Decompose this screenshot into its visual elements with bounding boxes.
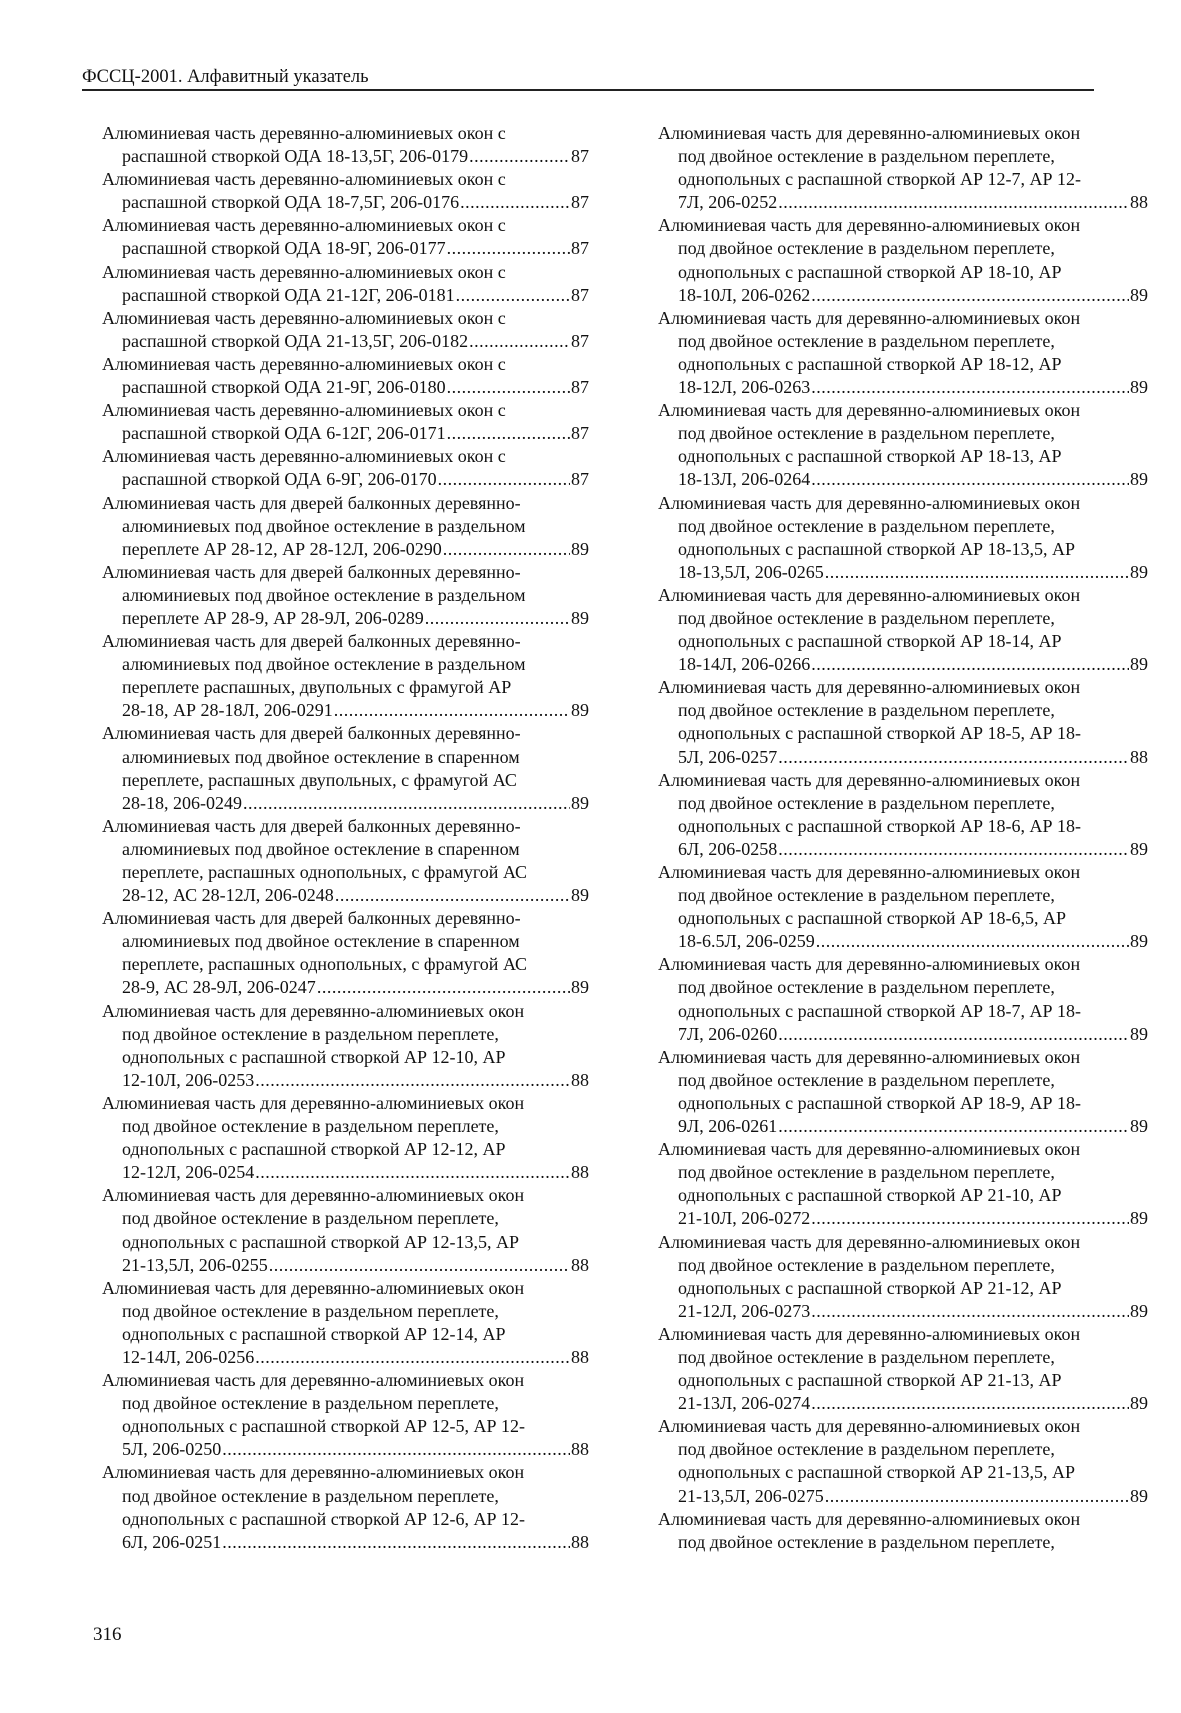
leader-dots bbox=[469, 145, 570, 168]
entry-line: однопольных с распашной створкой АР 18-13, АР bbox=[678, 446, 1062, 467]
entry-line: под двойное остекление в раздельном переплете, bbox=[678, 515, 1055, 536]
entry-line: однопольных с распашной створкой АР 21-12, АР bbox=[678, 1277, 1062, 1298]
leader-dots bbox=[447, 422, 570, 445]
header-title: ФССЦ-2001. Алфавитный указатель bbox=[82, 67, 369, 87]
index-entry bbox=[658, 1138, 1148, 1230]
entry-line: Алюминиевая часть деревянно-алюминиевых окон с bbox=[102, 261, 506, 282]
entry-page-number: 89 bbox=[1130, 1393, 1148, 1414]
entry-last-line bbox=[102, 468, 589, 491]
entry-line: под двойное остекление в раздельном переплете, bbox=[122, 1023, 499, 1044]
leader-dots bbox=[447, 376, 570, 399]
leader-dots bbox=[778, 191, 1129, 214]
leader-dots bbox=[778, 746, 1129, 769]
entry-line: Алюминиевая часть для деревянно-алюминиевых окон bbox=[102, 1462, 525, 1483]
leader-dots bbox=[243, 792, 570, 815]
entry-last-line bbox=[102, 1438, 589, 1461]
index-entry bbox=[658, 1323, 1148, 1415]
entry-line: распашной створкой ОДА 6-9Г, 206-0170 bbox=[122, 469, 437, 490]
leader-dots bbox=[811, 1207, 1129, 1230]
entry-line: однопольных с распашной створкой АР 21-13, АР bbox=[678, 1370, 1062, 1391]
entry-last-line bbox=[102, 1161, 589, 1184]
entry-last-line bbox=[658, 1207, 1148, 1230]
entry-last-line bbox=[102, 976, 589, 999]
leader-dots bbox=[778, 1115, 1129, 1138]
entry-last-line bbox=[658, 930, 1148, 953]
entry-page-number: 89 bbox=[1130, 1116, 1148, 1137]
entry-line: Алюминиевая часть для дверей балконных деревянно- bbox=[102, 815, 521, 836]
index-entry bbox=[658, 1415, 1148, 1507]
entry-line: Алюминиевая часть для деревянно-алюминиевых окон bbox=[658, 1139, 1081, 1160]
index-entry bbox=[102, 1277, 589, 1369]
entry-line: под двойное остекление в раздельном переплете, bbox=[678, 700, 1055, 721]
entry-last-line bbox=[658, 653, 1148, 676]
entry-line: Алюминиевая часть для деревянно-алюминиевых окон bbox=[658, 954, 1081, 975]
entry-line: Алюминиевая часть для деревянно-алюминиевых окон bbox=[102, 1277, 525, 1298]
entry-line: Алюминиевая часть деревянно-алюминиевых окон с bbox=[102, 400, 506, 421]
entry-line: однопольных с распашной створкой АР 18-10, АР bbox=[678, 261, 1062, 282]
entry-line: под двойное остекление в раздельном переплете, bbox=[678, 607, 1055, 628]
entry-line: однопольных с распашной створкой АР 12-10, АР bbox=[122, 1046, 506, 1067]
entry-line: Алюминиевая часть для деревянно-алюминиевых окон bbox=[658, 1231, 1081, 1252]
entry-line: Алюминиевая часть для дверей балконных деревянно- bbox=[102, 723, 521, 744]
entry-line: под двойное остекление в раздельном переплете, bbox=[678, 423, 1055, 444]
index-entry bbox=[102, 261, 589, 307]
entry-line: под двойное остекление в раздельном переплете, bbox=[678, 1531, 1055, 1552]
entry-line: Алюминиевая часть для деревянно-алюминиевых окон bbox=[102, 1092, 525, 1113]
entry-line: 5Л, 206-0250 bbox=[122, 1439, 222, 1460]
index-entry bbox=[102, 445, 589, 491]
index-entry bbox=[102, 815, 589, 907]
entry-line: однопольных с распашной створкой АР 18-12, АР bbox=[678, 353, 1062, 374]
entry-page-number: 89 bbox=[1130, 1300, 1148, 1321]
entry-line: под двойное остекление в раздельном переплете, bbox=[678, 1439, 1055, 1460]
index-entry bbox=[102, 214, 589, 260]
entry-line: однопольных с распашной створкой АР 18-14, АР bbox=[678, 631, 1062, 652]
entry-page-number: 89 bbox=[1130, 377, 1148, 398]
entry-line: Алюминиевая часть деревянно-алюминиевых окон с bbox=[102, 123, 506, 143]
entry-line: алюминиевых под двойное остекление в раздельном bbox=[122, 654, 526, 675]
entry-last-line bbox=[658, 561, 1148, 584]
entry-line: 6Л, 206-0251 bbox=[122, 1531, 222, 1552]
entry-line: Алюминиевая часть деревянно-алюминиевых окон с bbox=[102, 353, 506, 374]
index-entry bbox=[102, 1369, 589, 1461]
index-entry bbox=[658, 399, 1148, 491]
index-entry bbox=[658, 307, 1148, 399]
entry-page-number: 89 bbox=[1130, 838, 1148, 859]
entry-page-number: 89 bbox=[1130, 1208, 1148, 1229]
index-entry bbox=[102, 907, 589, 999]
entry-last-line bbox=[102, 284, 589, 307]
index-entry bbox=[658, 1508, 1148, 1554]
index-entry bbox=[102, 353, 589, 399]
index-entry bbox=[658, 1231, 1148, 1323]
leader-dots bbox=[334, 699, 570, 722]
entry-page-number: 89 bbox=[571, 538, 589, 559]
entry-line: 12-12Л, 206-0254 bbox=[122, 1162, 255, 1183]
entry-last-line bbox=[102, 330, 589, 353]
entry-line: 7Л, 206-0252 bbox=[678, 192, 778, 213]
entry-line: Алюминиевая часть для деревянно-алюминиевых окон bbox=[658, 492, 1081, 513]
leader-dots bbox=[456, 284, 570, 307]
entry-page-number: 88 bbox=[571, 1162, 589, 1183]
entry-line: Алюминиевая часть для деревянно-алюминиевых окон bbox=[658, 123, 1081, 143]
entry-line: переплете АР 28-12, АР 28-12Л, 206-0290 bbox=[122, 538, 442, 559]
entry-page-number: 87 bbox=[571, 377, 589, 398]
entry-line: 28-9, АС 28-9Л, 206-0247 bbox=[122, 977, 316, 998]
entry-line: под двойное остекление в раздельном переплете, bbox=[678, 977, 1055, 998]
entry-line: однопольных с распашной створкой АР 21-10, АР bbox=[678, 1185, 1062, 1206]
entry-page-number: 87 bbox=[571, 192, 589, 213]
entry-line: Алюминиевая часть для деревянно-алюминиевых окон bbox=[658, 215, 1081, 236]
entry-last-line bbox=[658, 284, 1148, 307]
index-entry bbox=[102, 122, 589, 168]
entry-line: под двойное остекление в раздельном переплете, bbox=[678, 146, 1055, 167]
entry-last-line bbox=[658, 838, 1148, 861]
entry-line: 18-10Л, 206-0262 bbox=[678, 284, 811, 305]
entry-page-number: 89 bbox=[1130, 1485, 1148, 1506]
entry-line: под двойное остекление в раздельном переплете, bbox=[122, 1208, 499, 1229]
entry-last-line bbox=[102, 237, 589, 260]
entry-page-number: 89 bbox=[1130, 561, 1148, 582]
leader-dots bbox=[425, 607, 570, 630]
entry-last-line bbox=[102, 191, 589, 214]
leader-dots bbox=[811, 1392, 1129, 1415]
entry-line: под двойное остекление в раздельном переплете, bbox=[122, 1300, 499, 1321]
entry-line: однопольных с распашной створкой АР 18-6, АР 18- bbox=[678, 815, 1082, 836]
index-entry bbox=[658, 492, 1148, 584]
index-entry bbox=[102, 1000, 589, 1092]
entry-line: 21-10Л, 206-0272 bbox=[678, 1208, 811, 1229]
entry-line: Алюминиевая часть для деревянно-алюминиевых окон bbox=[658, 1508, 1081, 1529]
entry-last-line bbox=[102, 607, 589, 630]
entry-last-line bbox=[102, 422, 589, 445]
entry-line: алюминиевых под двойное остекление в спаренном bbox=[122, 931, 520, 952]
leader-dots bbox=[317, 976, 570, 999]
entry-page-number: 88 bbox=[1130, 746, 1148, 767]
entry-page-number: 87 bbox=[571, 423, 589, 444]
entry-last-line bbox=[658, 1392, 1148, 1415]
entry-last-line bbox=[658, 1485, 1148, 1508]
entry-line: Алюминиевая часть для деревянно-алюминиевых окон bbox=[658, 1046, 1081, 1067]
entry-line: Алюминиевая часть для деревянно-алюминиевых окон bbox=[658, 1416, 1081, 1437]
leader-dots bbox=[811, 284, 1129, 307]
entry-line: под двойное остекление в раздельном переплете, bbox=[678, 238, 1055, 259]
entry-last-line bbox=[102, 1531, 589, 1554]
index-entry bbox=[102, 307, 589, 353]
leader-dots bbox=[438, 468, 570, 491]
entry-line: Алюминиевая часть для деревянно-алюминиевых окон bbox=[658, 584, 1081, 605]
index-entry bbox=[658, 676, 1148, 768]
leader-dots bbox=[443, 538, 570, 561]
entry-page-number: 89 bbox=[571, 977, 589, 998]
index-entry bbox=[102, 722, 589, 814]
entry-line: Алюминиевая часть для деревянно-алюминиевых окон bbox=[658, 1323, 1081, 1344]
entry-line: однопольных с распашной створкой АР 18-7, АР 18- bbox=[678, 1000, 1082, 1021]
entry-line: 18-6.5Л, 206-0259 bbox=[678, 931, 815, 952]
leader-dots bbox=[811, 1300, 1129, 1323]
entry-page-number: 88 bbox=[571, 1254, 589, 1275]
entry-line: под двойное остекление в раздельном переплете, bbox=[678, 1069, 1055, 1090]
entry-line: алюминиевых под двойное остекление в раздельном bbox=[122, 515, 526, 536]
entry-last-line bbox=[102, 792, 589, 815]
entry-line: однопольных с распашной створкой АР 12-6, АР 12- bbox=[122, 1508, 526, 1529]
entry-page-number: 87 bbox=[571, 284, 589, 305]
entry-line: под двойное остекление в раздельном переплете, bbox=[678, 885, 1055, 906]
index-entry bbox=[658, 769, 1148, 861]
entry-page-number: 87 bbox=[571, 238, 589, 259]
leader-dots bbox=[255, 1346, 570, 1369]
entry-line: 21-12Л, 206-0273 bbox=[678, 1300, 811, 1321]
entry-last-line bbox=[658, 191, 1148, 214]
entry-page-number: 89 bbox=[1130, 931, 1148, 952]
entry-line: однопольных с распашной створкой АР 12-5, АР 12- bbox=[122, 1416, 526, 1437]
entry-last-line bbox=[102, 538, 589, 561]
entry-line: 18-14Л, 206-0266 bbox=[678, 654, 811, 675]
leader-dots bbox=[816, 930, 1129, 953]
index-entry bbox=[102, 492, 589, 561]
entry-line: Алюминиевая часть для деревянно-алюминиевых окон bbox=[658, 769, 1081, 790]
entry-page-number: 87 bbox=[571, 469, 589, 490]
entry-line: 28-12, АС 28-12Л, 206-0248 bbox=[122, 885, 334, 906]
entry-line: под двойное остекление в раздельном переплете, bbox=[122, 1393, 499, 1414]
entry-last-line bbox=[102, 145, 589, 168]
entry-line: под двойное остекление в раздельном переплете, bbox=[122, 1485, 499, 1506]
entry-line: 18-13,5Л, 206-0265 bbox=[678, 561, 824, 582]
entry-line: 9Л, 206-0261 bbox=[678, 1116, 778, 1137]
leader-dots bbox=[811, 468, 1129, 491]
entry-line: 21-13,5Л, 206-0255 bbox=[122, 1254, 268, 1275]
entry-last-line bbox=[102, 699, 589, 722]
index-entry bbox=[102, 1184, 589, 1276]
entry-last-line bbox=[658, 468, 1148, 491]
entry-line: под двойное остекление в раздельном переплете, bbox=[678, 1254, 1055, 1275]
entry-line: 6Л, 206-0258 bbox=[678, 838, 778, 859]
entry-last-line bbox=[658, 1023, 1148, 1046]
entry-last-line bbox=[658, 376, 1148, 399]
entry-page-number: 89 bbox=[1130, 469, 1148, 490]
leader-dots bbox=[778, 838, 1129, 861]
entry-page-number: 88 bbox=[571, 1346, 589, 1367]
index-column-right bbox=[658, 122, 1148, 1554]
entry-line: однопольных с распашной створкой АР 21-13,5, АР bbox=[678, 1462, 1076, 1483]
entry-line: 28-18, АР 28-18Л, 206-0291 bbox=[122, 700, 333, 721]
entry-line: Алюминиевая часть для деревянно-алюминиевых окон bbox=[658, 307, 1081, 328]
leader-dots bbox=[222, 1531, 570, 1554]
index-column-left bbox=[102, 122, 589, 1554]
entry-line: распашной створкой ОДА 18-13,5Г, 206-0179 bbox=[122, 146, 469, 167]
entry-line: распашной створкой ОДА 21-13,5Г, 206-0182 bbox=[122, 330, 469, 351]
entry-line: переплете, распашных однопольных, с фрамугой АС bbox=[122, 954, 528, 975]
entry-line: под двойное остекление в раздельном переплете, bbox=[678, 330, 1055, 351]
leader-dots bbox=[825, 561, 1129, 584]
entry-line: Алюминиевая часть деревянно-алюминиевых окон с bbox=[102, 215, 506, 236]
entry-line: Алюминиевая часть деревянно-алюминиевых окон с bbox=[102, 307, 506, 328]
entry-last-line bbox=[102, 376, 589, 399]
index-entry bbox=[102, 1461, 589, 1553]
index-entry bbox=[658, 584, 1148, 676]
index-entry bbox=[102, 168, 589, 214]
entry-line: 21-13Л, 206-0274 bbox=[678, 1393, 811, 1414]
running-header bbox=[82, 66, 1094, 91]
index-entry bbox=[658, 953, 1148, 1045]
entry-page-number: 89 bbox=[571, 607, 589, 628]
leader-dots bbox=[269, 1254, 570, 1277]
entry-line: Алюминиевая часть деревянно-алюминиевых окон с bbox=[102, 446, 506, 467]
entry-last-line bbox=[102, 884, 589, 907]
entry-line: однопольных с распашной створкой АР 18-9, АР 18- bbox=[678, 1092, 1082, 1113]
entry-last-line bbox=[658, 1300, 1148, 1323]
entry-page-number: 88 bbox=[571, 1069, 589, 1090]
entry-last-line bbox=[102, 1254, 589, 1277]
entry-line: 12-14Л, 206-0256 bbox=[122, 1346, 255, 1367]
entry-last-line bbox=[102, 1069, 589, 1092]
leader-dots bbox=[460, 191, 570, 214]
entry-line: однопольных с распашной створкой АР 18-13,5, АР bbox=[678, 538, 1076, 559]
entry-line: 5Л, 206-0257 bbox=[678, 746, 778, 767]
entry-line: Алюминиевая часть для деревянно-алюминиевых окон bbox=[658, 400, 1081, 421]
index-entry bbox=[102, 399, 589, 445]
entry-line: алюминиевых под двойное остекление в спаренном bbox=[122, 838, 520, 859]
entry-line: 7Л, 206-0260 bbox=[678, 1023, 778, 1044]
index-entry bbox=[102, 561, 589, 630]
leader-dots bbox=[778, 1023, 1129, 1046]
entry-page-number: 89 bbox=[1130, 654, 1148, 675]
leader-dots bbox=[255, 1161, 570, 1184]
entry-line: распашной створкой ОДА 21-12Г, 206-0181 bbox=[122, 284, 455, 305]
entry-line: алюминиевых под двойное остекление в спаренном bbox=[122, 746, 520, 767]
entry-page-number: 89 bbox=[1130, 284, 1148, 305]
index-entry bbox=[102, 630, 589, 722]
index-entry bbox=[658, 214, 1148, 306]
index-entry bbox=[658, 122, 1148, 214]
entry-line: 12-10Л, 206-0253 bbox=[122, 1069, 255, 1090]
leader-dots bbox=[255, 1069, 570, 1092]
entry-line: алюминиевых под двойное остекление в раздельном bbox=[122, 584, 526, 605]
entry-last-line bbox=[658, 746, 1148, 769]
entry-line: Алюминиевая часть для дверей балконных деревянно- bbox=[102, 631, 521, 652]
entry-line: 21-13,5Л, 206-0275 bbox=[678, 1485, 824, 1506]
entry-line: переплете АР 28-9, АР 28-9Л, 206-0289 bbox=[122, 607, 424, 628]
entry-last-line bbox=[658, 1115, 1148, 1138]
entry-page-number: 88 bbox=[571, 1439, 589, 1460]
entry-line: Алюминиевая часть для деревянно-алюминиевых окон bbox=[102, 1185, 525, 1206]
entry-line: Алюминиевая часть для деревянно-алюминиевых окон bbox=[102, 1370, 525, 1391]
entry-last-line bbox=[102, 1346, 589, 1369]
entry-line: под двойное остекление в раздельном переплете, bbox=[122, 1116, 499, 1137]
index-entry bbox=[658, 861, 1148, 953]
index-entry bbox=[102, 1092, 589, 1184]
page-number: 316 bbox=[93, 1624, 122, 1645]
entry-page-number: 89 bbox=[571, 792, 589, 813]
entry-line: переплете распашных, двупольных с фрамугой АР bbox=[122, 677, 512, 698]
leader-dots bbox=[811, 653, 1129, 676]
entry-line: Алюминиевая часть для дверей балконных деревянно- bbox=[102, 492, 521, 513]
entry-line: однопольных с распашной створкой АР 12-12, АР bbox=[122, 1139, 506, 1160]
index-entry bbox=[658, 1046, 1148, 1138]
entry-page-number: 88 bbox=[571, 1531, 589, 1552]
entry-line: 18-12Л, 206-0263 bbox=[678, 377, 811, 398]
entry-page-number: 89 bbox=[1130, 1023, 1148, 1044]
entry-page-number: 87 bbox=[571, 330, 589, 351]
entry-line: однопольных с распашной створкой АР 18-6,5, АР bbox=[678, 908, 1067, 929]
leader-dots bbox=[335, 884, 570, 907]
leader-dots bbox=[447, 237, 570, 260]
entry-line: под двойное остекление в раздельном переплете, bbox=[678, 1162, 1055, 1183]
entry-page-number: 89 bbox=[571, 700, 589, 721]
leader-dots bbox=[811, 376, 1129, 399]
entry-line: переплете, распашных двупольных, с фрамугой АС bbox=[122, 769, 517, 790]
entry-page-number: 89 bbox=[571, 885, 589, 906]
leader-dots bbox=[222, 1438, 570, 1461]
leader-dots bbox=[825, 1485, 1129, 1508]
entry-line: 18-13Л, 206-0264 bbox=[678, 469, 811, 490]
leader-dots bbox=[469, 330, 570, 353]
entry-line: однопольных с распашной створкой АР 18-5, АР 18- bbox=[678, 723, 1082, 744]
entry-line: распашной створкой ОДА 21-9Г, 206-0180 bbox=[122, 377, 446, 398]
entry-line: Алюминиевая часть для деревянно-алюминиевых окон bbox=[658, 862, 1081, 882]
entry-page-number: 87 bbox=[571, 146, 589, 167]
entry-line: переплете, распашных однопольных, с фрамугой АС bbox=[122, 862, 528, 882]
entry-line: Алюминиевая часть для дверей балконных деревянно- bbox=[102, 561, 521, 582]
entry-line: распашной створкой ОДА 18-7,5Г, 206-0176 bbox=[122, 192, 460, 213]
entry-line: под двойное остекление в раздельном переплете, bbox=[678, 1346, 1055, 1367]
entry-line: Алюминиевая часть для деревянно-алюминиевых окон bbox=[658, 677, 1081, 698]
entry-line: Алюминиевая часть для деревянно-алюминиевых окон bbox=[102, 1000, 525, 1021]
entry-line: однопольных с распашной створкой АР 12-13,5, АР bbox=[122, 1231, 520, 1252]
entry-line: Алюминиевая часть деревянно-алюминиевых окон с bbox=[102, 169, 506, 190]
entry-line: однопольных с распашной створкой АР 12-14, АР bbox=[122, 1323, 506, 1344]
entry-line: 28-18, 206-0249 bbox=[122, 792, 242, 813]
entry-line: под двойное остекление в раздельном переплете, bbox=[678, 792, 1055, 813]
entry-line: однопольных с распашной створкой АР 12-7, АР 12- bbox=[678, 169, 1082, 190]
entry-line: распашной створкой ОДА 6-12Г, 206-0171 bbox=[122, 423, 446, 444]
entry-page-number: 88 bbox=[1130, 192, 1148, 213]
entry-line: распашной створкой ОДА 18-9Г, 206-0177 bbox=[122, 238, 446, 259]
entry-line: Алюминиевая часть для дверей балконных деревянно- bbox=[102, 908, 521, 929]
